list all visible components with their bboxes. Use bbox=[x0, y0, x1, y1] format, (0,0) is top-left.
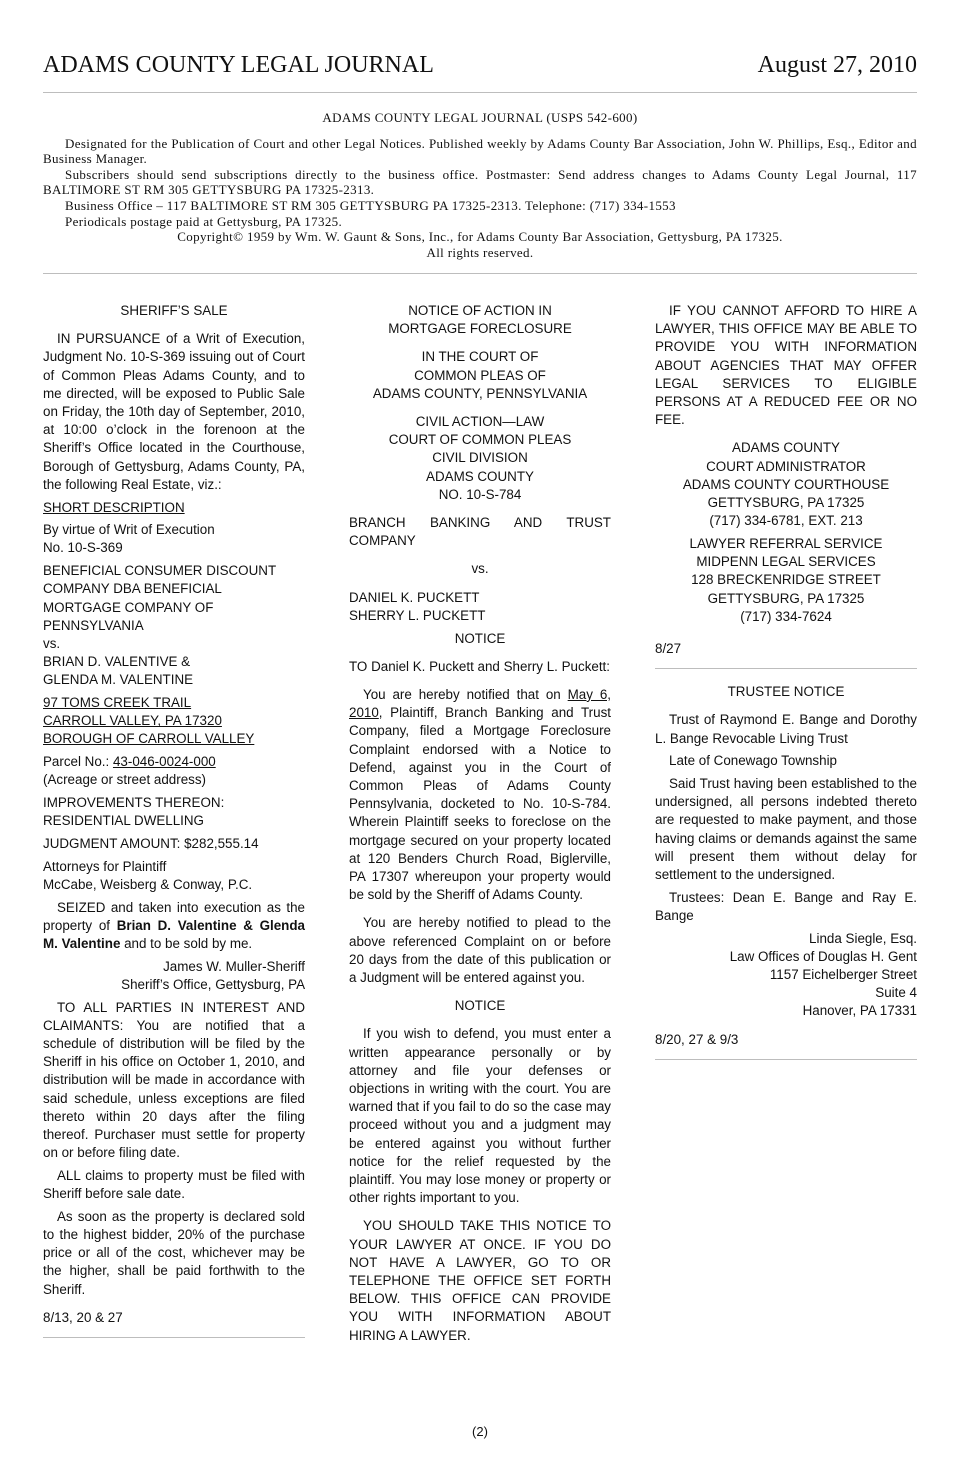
admin-line-3: ADAMS COUNTY COURTHOUSE bbox=[682, 476, 890, 492]
notice-heading: NOTICE bbox=[454, 630, 506, 646]
admin-line-4: GETTYSBURG, PA 17325 bbox=[707, 495, 865, 511]
masthead-title: ADAMS COUNTY LEGAL JOURNAL (USPS 542-600) bbox=[322, 110, 638, 125]
court-administrator-block bbox=[655, 439, 917, 530]
notified-pre: You are hereby notified that on bbox=[363, 686, 568, 702]
versus: vs. bbox=[43, 635, 61, 651]
civil-block bbox=[349, 413, 611, 504]
sheriff-office: Sheriff’s Office, Gettysburg, PA bbox=[121, 976, 305, 992]
foreclosure-heading-line-1: NOTICE OF ACTION IN bbox=[408, 303, 552, 318]
seized-post: and to be sold by me. bbox=[120, 936, 253, 951]
trustee-notice-heading: TRUSTEE NOTICE bbox=[727, 684, 845, 700]
civil-line-2: COURT OF COMMON PLEAS bbox=[388, 432, 572, 448]
civil-line-3: CIVIL DIVISION bbox=[432, 450, 528, 466]
defendant-line-1: BRIAN D. VALENTIVE & bbox=[43, 654, 191, 670]
foreclosure-heading-line-2: MORTGAGE FORECLOSURE bbox=[388, 321, 572, 337]
column-three bbox=[655, 302, 917, 1074]
as-soon-as: As soon as the property is declared sold to the highest bidder, 20% of the purchase price or all of the cost, whichever may be the higher, shall be paid forthwith to the Sheriff. bbox=[43, 1208, 305, 1297]
foreclosure-heading bbox=[349, 302, 611, 338]
late-of: Late of Conewago Township bbox=[669, 753, 837, 769]
to-all-parties: TO ALL PARTIES IN INTEREST AND CLAIMANTS: You are notified that a schedule of distribution will be filed by the Sheriff in his office on October 1, 2010, and distribution will be made in accordance with said schedule, unless exceptions are filed thereto within 20 days after the filing thereof. Purchaser must settle for property on or before filing date. bbox=[43, 999, 305, 1161]
court-block bbox=[349, 348, 611, 403]
attorneys-block bbox=[43, 858, 305, 894]
said-trust-paragraph: Said Trust having been established to the undersigned, all persons indebted thereto are requested to make payment, and those having claims or demands against the same will present them without delay for settlement to the undersigned. bbox=[655, 775, 917, 882]
writ-block bbox=[43, 521, 305, 557]
trustee-divider bbox=[655, 1059, 917, 1060]
page-header bbox=[43, 52, 917, 86]
take-notice-paragraph: YOU SHOULD TAKE THIS NOTICE TO YOUR LAWYER AT ONCE. IF YOU DO NOT HAVE A LAWYER, GO TO OR TELEPHONE THE OFFICE SET FORTH BELOW. THIS OFFICE CAN PROVIDE YOU WITH INFORMATION ABOUT HIRING A LAWYER. bbox=[349, 1218, 611, 1343]
trust-of: Trust of Raymond E. Bange and Dorothy L. Bange Revocable Living Trust bbox=[655, 712, 917, 746]
admin-line-5: (717) 334-6781, EXT. 213 bbox=[709, 513, 863, 529]
address-line-1: 97 TOMS CREEK TRAIL bbox=[43, 695, 192, 711]
trustee-dates: 8/20, 27 & 9/3 bbox=[655, 1031, 739, 1047]
sheriff-sale-intro: IN PURSUANCE of a Writ of Execution, Judgment No. 10-S-369 issuing out of Court of Common Pleas Adams County, and to me directed, will be exposed to Public Sale on Friday, the 10th day of September, 2010, at 10:00 o’clock in the forenoon at the Sheriff’s Office located in the Courthouse, Borough of Gettysburg, Adams County, PA, the following Real Estate, viz.: bbox=[43, 331, 305, 492]
acreage-note: (Acreage or street address) bbox=[43, 772, 206, 788]
column-foreclosure bbox=[349, 302, 611, 1349]
writ-line-2: No. 10-S-369 bbox=[43, 540, 123, 556]
lrs-line-4: GETTYSBURG, PA 17325 bbox=[707, 590, 865, 606]
notified-date: May 6, 2010 bbox=[349, 686, 612, 721]
city: Hanover, PA 17331 bbox=[802, 1003, 917, 1019]
header-divider bbox=[43, 92, 917, 93]
column-sheriff-sale bbox=[43, 302, 305, 1352]
masthead-periodicals: Periodicals postage paid at Gettysburg, PA 17325. bbox=[65, 213, 343, 229]
foreclosure-plaintiff: BRANCH BANKING AND TRUST COMPANY bbox=[349, 515, 611, 549]
sheriff-sale-divider bbox=[43, 1337, 305, 1338]
lrs-line-5: (717) 334-7624 bbox=[740, 608, 832, 624]
parcel-label: Parcel No.: bbox=[43, 754, 113, 770]
foreclosure-divider bbox=[655, 668, 917, 669]
plaintiff-line-2: COMPANY DBA BENEFICIAL bbox=[43, 581, 222, 597]
address-line-2: CARROLL VALLEY, PA 17320 bbox=[43, 713, 222, 729]
court-line-2: COMMON PLEAS OF bbox=[414, 367, 546, 383]
notified-post: , Plaintiff, Branch Banking and Trust Company, filed a Mortgage Foreclosure Complaint endorsed with a Notice to Defend, against you in the Court of Common Pleas of Adams County Pennsylvania, docketed to No. 10-S-784. Wherein Plaintiff seeks to foreclose on the mortgage secured on your property located at 120 Benders Church Road, Biglerville, PA 17307 whereupon your property would be sold by the Sheriff of Adams County. bbox=[349, 705, 611, 903]
masthead-business-office: Business Office – 117 BALTIMORE ST RM 305 GETTYSBURG PA 17325-2313. Telephone: (717) 334-1553 bbox=[65, 197, 676, 213]
masthead-subscribers: Subscribers should send subscriptions directly to the business office. Postmaster: Send address changes to Adams County Legal Journal, 117 BALTIMORE ST RM 305 GETTYSBURG PA 17325-2313. bbox=[43, 166, 917, 198]
court-line-1: IN THE COURT OF bbox=[421, 349, 539, 365]
property-address bbox=[43, 694, 305, 749]
sheriff-sale-heading: SHERIFF’S SALE bbox=[120, 303, 228, 318]
masthead-divider bbox=[43, 273, 917, 274]
lawyer-referral-block bbox=[655, 535, 917, 626]
journal-title: ADAMS COUNTY LEGAL JOURNAL bbox=[43, 52, 434, 78]
short-description-label: SHORT DESCRIPTION bbox=[43, 499, 185, 515]
suite: Suite 4 bbox=[875, 985, 917, 1001]
notified-paragraph bbox=[349, 686, 611, 904]
lrs-line-3: 128 BRECKENRIDGE STREET bbox=[691, 572, 881, 588]
plaintiff-line-1: BENEFICIAL CONSUMER DISCOUNT bbox=[43, 563, 277, 579]
civil-line-4: ADAMS COUNTY bbox=[426, 468, 534, 484]
defendant-line-2: GLENDA M. VALENTINE bbox=[43, 672, 194, 688]
seized-pre: SEIZED and taken into execution as the property of bbox=[43, 899, 305, 933]
attorneys-name: McCabe, Weisberg & Conway, P.C. bbox=[43, 876, 253, 892]
street-address: 1157 Eichelberger Street bbox=[769, 967, 917, 982]
plaintiff-line-3: MORTGAGE COMPANY OF bbox=[43, 599, 214, 615]
seized-paragraph bbox=[43, 899, 305, 954]
masthead-copyright: Copyright© 1959 by Wm. W. Gaunt & Sons, Inc., for Adams County Bar Association, Gettysburg, PA 17325. bbox=[177, 229, 783, 245]
law-office: Law Offices of Douglas H. Gent bbox=[729, 948, 917, 964]
lrs-line-1: LAWYER REFERRAL SERVICE bbox=[689, 535, 883, 551]
court-line-3: ADAMS COUNTY, PENNSYLVANIA bbox=[372, 385, 588, 401]
civil-line-1: CIVIL ACTION—LAW bbox=[415, 414, 545, 430]
trustee-attorney-block bbox=[655, 930, 917, 1021]
parcel-number: 43-046-0024-000 bbox=[112, 754, 216, 770]
trustees: Trustees: Dean E. Bange and Ray E. Bange bbox=[655, 889, 917, 923]
issue-date: August 27, 2010 bbox=[757, 52, 917, 78]
attorney-name: Linda Siegle, Esq. bbox=[809, 930, 917, 946]
masthead-rights: All rights reserved. bbox=[426, 244, 534, 260]
foreclosure-defendant-line-1: DANIEL K. PUCKETT bbox=[349, 589, 480, 605]
parcel-block bbox=[43, 753, 305, 789]
plead-paragraph: You are hereby notified to plead to the above referenced Complaint on or before 20 days from the date of this publication or a Judgment will be entered against you. bbox=[349, 915, 611, 985]
foreclosure-defendants bbox=[349, 589, 611, 625]
sheriff-signature bbox=[43, 958, 305, 994]
judgment-amount: JUDGMENT AMOUNT: $282,555.14 bbox=[43, 835, 259, 851]
plaintiff-line-4: PENNSYLVANIA bbox=[43, 617, 144, 633]
cannot-afford-paragraph: IF YOU CANNOT AFFORD TO HIRE A LAWYER, THIS OFFICE MAY BE ABLE TO PROVIDE YOU WITH INFORMATION ABOUT AGENCIES THAT MAY OFFER LEGAL SERVICES TO ELIGIBLE PERSONS AT A REDUCED FEE OR NO FEE. bbox=[655, 303, 917, 428]
defend-paragraph: If you wish to defend, you must enter a written appearance personally or by attorney and file your defenses or objections in writing with the court. You are warned that if you fail to do so the case may proceed without you and a judgment may be entered against you without further notice for the relief requested by the plaintiff. You may lose money or property or other rights important to you. bbox=[349, 1026, 611, 1206]
civil-line-5: NO. 10-S-784 bbox=[438, 486, 522, 502]
sheriff-sale-dates: 8/13, 20 & 27 bbox=[43, 1309, 123, 1325]
improvements-line-2: RESIDENTIAL DWELLING bbox=[43, 813, 204, 829]
foreclosure-date: 8/27 bbox=[655, 640, 682, 656]
writ-line-1: By virtue of Writ of Execution bbox=[43, 522, 215, 538]
improvements-block bbox=[43, 794, 305, 830]
foreclosure-vs: vs. bbox=[471, 561, 489, 577]
to-line: TO Daniel K. Puckett and Sherry L. Puckett: bbox=[349, 658, 610, 674]
journal-page bbox=[43, 0, 917, 1483]
attorneys-label: Attorneys for Plaintiff bbox=[43, 858, 167, 874]
admin-line-1: ADAMS COUNTY bbox=[732, 440, 840, 456]
all-claims: ALL claims to property must be filed with Sheriff before sale date. bbox=[43, 1167, 305, 1202]
notice-heading-2: NOTICE bbox=[454, 998, 506, 1014]
masthead-designated: Designated for the Publication of Court and other Legal Notices. Published weekly by Adams County Bar Association, John W. Phillips, Esq., Editor and Business Manager. bbox=[43, 135, 917, 167]
lrs-line-2: MIDPENN LEGAL SERVICES bbox=[696, 554, 876, 570]
masthead bbox=[43, 110, 917, 260]
parties-block bbox=[43, 562, 305, 689]
sheriff-name: James W. Muller-Sheriff bbox=[163, 958, 305, 974]
page-number: (2) bbox=[472, 1424, 488, 1439]
foreclosure-defendant-line-2: SHERRY L. PUCKETT bbox=[349, 607, 486, 623]
improvements-line-1: IMPROVEMENTS THEREON: bbox=[43, 795, 225, 811]
address-line-3: BOROUGH OF CARROLL VALLEY bbox=[43, 731, 255, 747]
seized-names: Brian D. Valentine & Glenda M. Valentine bbox=[43, 917, 305, 951]
admin-line-2: COURT ADMINISTRATOR bbox=[706, 458, 866, 474]
